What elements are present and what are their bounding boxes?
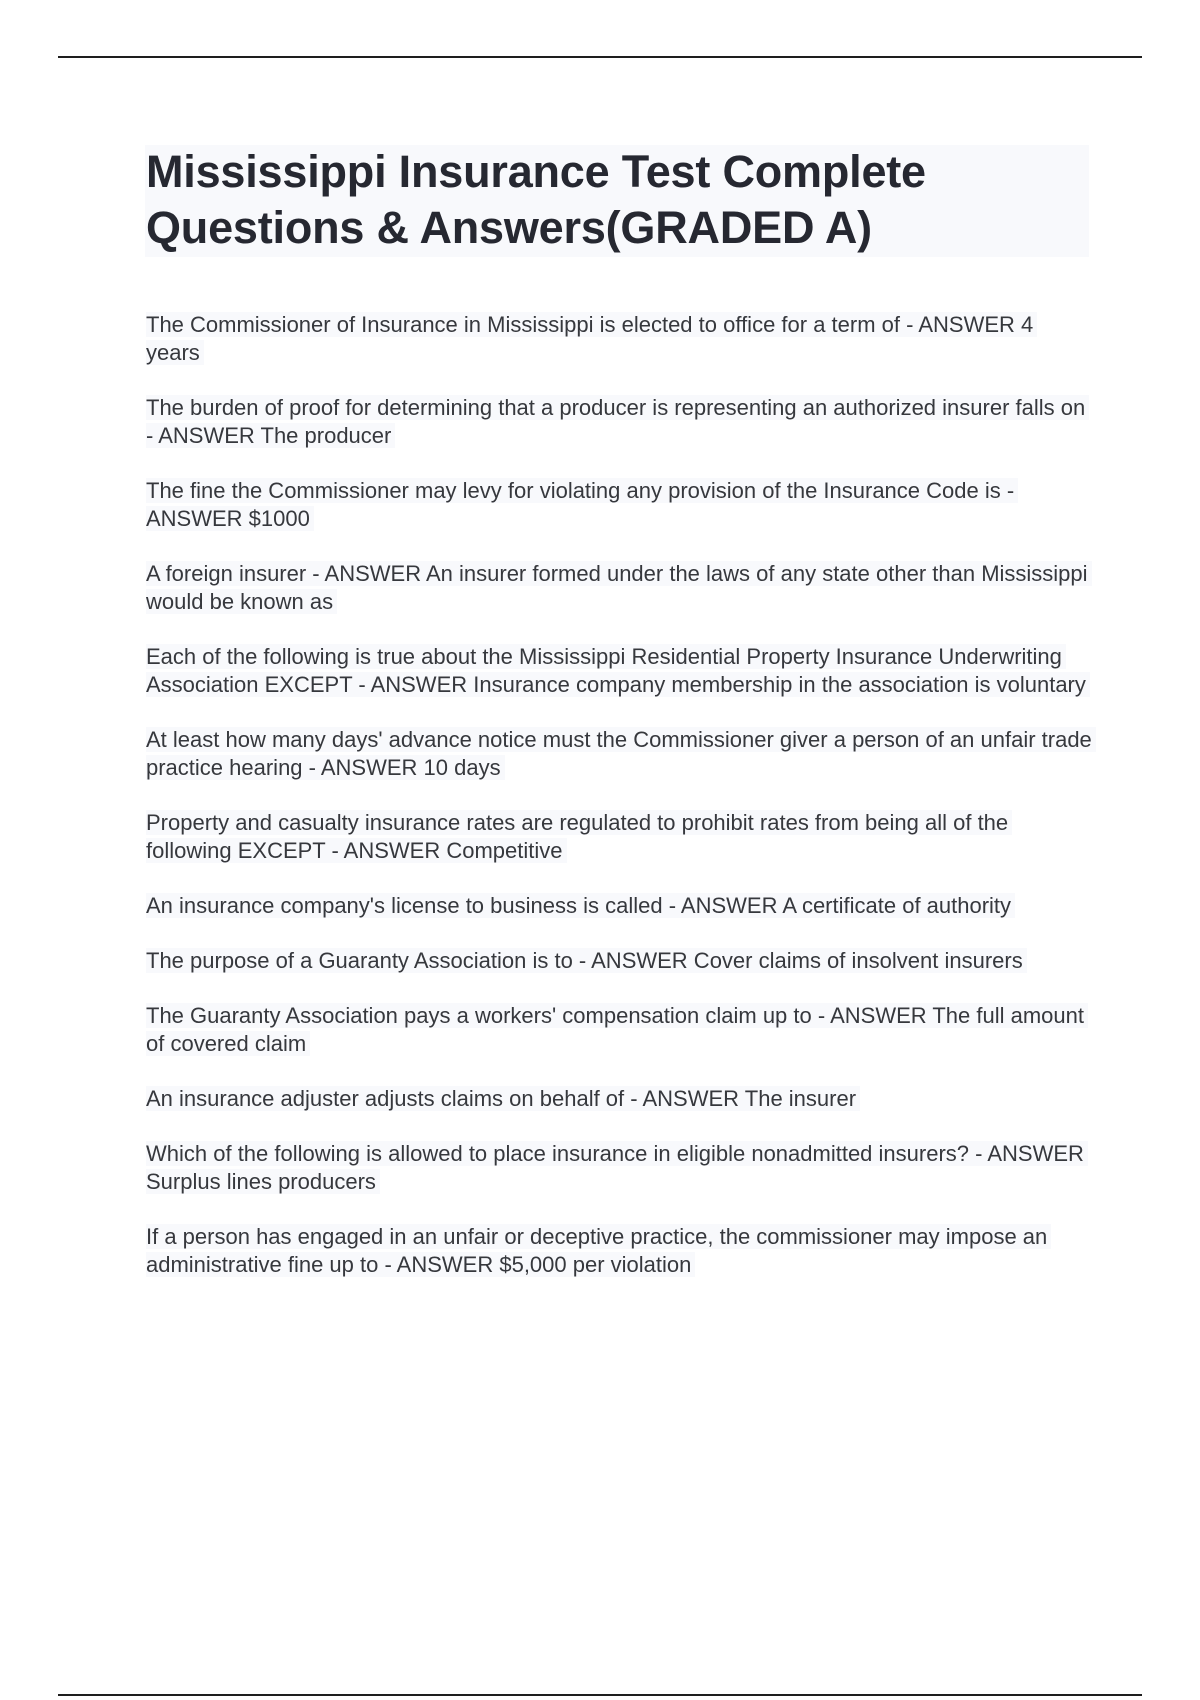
qa-item xyxy=(146,892,1092,920)
qa-item xyxy=(146,643,1092,699)
qa-text: An insurance company's license to business is called - ANSWER A certificate of authority xyxy=(146,893,1015,918)
qa-item xyxy=(146,1223,1092,1279)
page-top-rule xyxy=(58,56,1142,58)
qa-text: An insurance adjuster adjusts claims on behalf of - ANSWER The insurer xyxy=(146,1086,860,1111)
qa-text: Each of the following is true about the Mississippi Residential Property Insurance Underwriting Association EXCEPT - ANSWER Insurance company membership in the association is voluntary xyxy=(146,644,1090,697)
qa-list xyxy=(146,311,1092,1306)
qa-text: The purpose of a Guaranty Association is to - ANSWER Cover claims of insolvent insurers xyxy=(146,948,1027,973)
qa-text: The Guaranty Association pays a workers' compensation claim up to - ANSWER The full amount of covered claim xyxy=(146,1003,1088,1056)
document-title: Mississippi Insurance Test Complete Questions & Answers(GRADED A) xyxy=(146,146,926,253)
qa-item xyxy=(146,947,1092,975)
page-bottom-rule xyxy=(58,1694,1142,1696)
qa-text: Property and casualty insurance rates are regulated to prohibit rates from being all of the following EXCEPT - ANSWER Competitive xyxy=(146,810,1012,863)
qa-item xyxy=(146,726,1092,782)
qa-text: The burden of proof for determining that a producer is representing an authorized insurer falls on - ANSWER The producer xyxy=(146,395,1089,448)
qa-text: If a person has engaged in an unfair or deceptive practice, the commissioner may impose an administrative fine up to - ANSWER $5,000 per violation xyxy=(146,1224,1051,1277)
qa-text: Which of the following is allowed to place insurance in eligible nonadmitted insurers? - ANSWER Surplus lines producers xyxy=(146,1141,1088,1194)
qa-item xyxy=(146,1140,1092,1196)
qa-item xyxy=(146,809,1092,865)
qa-item xyxy=(146,477,1092,533)
qa-item xyxy=(146,394,1092,450)
qa-item xyxy=(146,1085,1092,1113)
qa-item xyxy=(146,560,1092,616)
qa-text: The fine the Commissioner may levy for violating any provision of the Insurance Code is - ANSWER $1000 xyxy=(146,478,1018,531)
qa-text: The Commissioner of Insurance in Mississippi is elected to office for a term of - ANSWER 4 years xyxy=(146,312,1037,365)
qa-text: At least how many days' advance notice must the Commissioner giver a person of an unfair trade practice hearing - ANSWER 10 days xyxy=(146,727,1096,780)
qa-text: A foreign insurer - ANSWER An insurer formed under the laws of any state other than Mississippi would be known as xyxy=(146,561,1092,614)
qa-item xyxy=(146,311,1092,367)
qa-item xyxy=(146,1002,1092,1058)
